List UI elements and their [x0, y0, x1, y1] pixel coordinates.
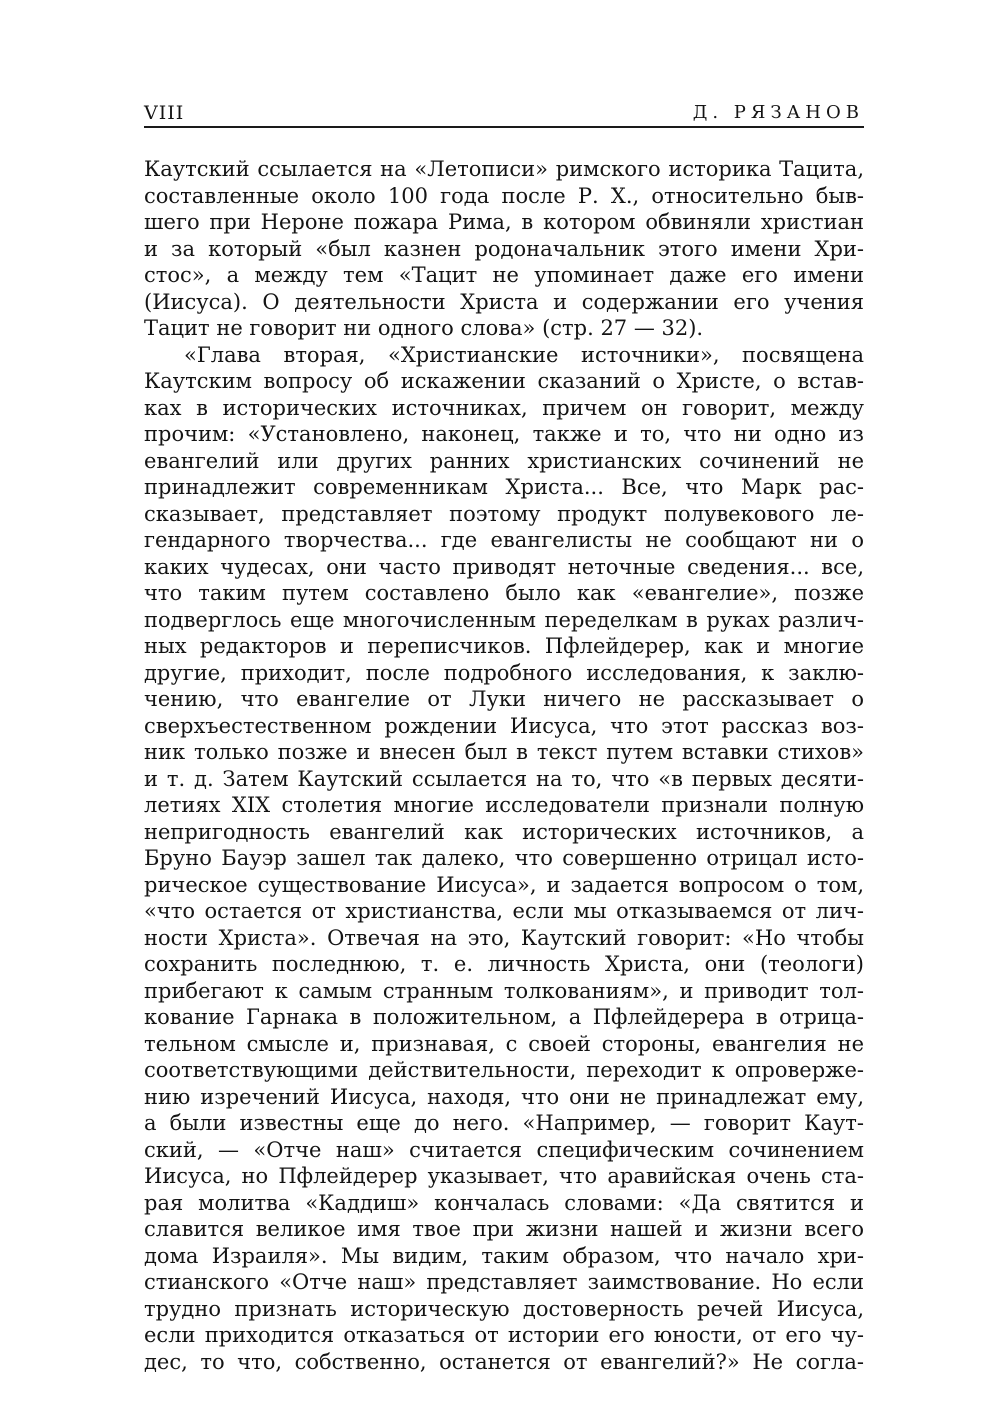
text-line: Бруно Бауэр зашел так далеко, что совершенно отрицал исто-	[144, 846, 864, 870]
text-line: кование Гарнака в положительном, а Пфлейдерера в отрица-	[144, 1005, 864, 1029]
text-line: ник только позже и внесен был в текст путем вставки стихов»	[144, 740, 864, 764]
text-line: и т. д. Затем Каутский ссылается на то, что «в первых десяти-	[144, 766, 864, 791]
text-line: прибегают к самым странным толкованиям», и приводит тол-	[144, 978, 864, 1003]
text-line: (Иисуса). О деятельности Христа и содержании его учения	[144, 289, 864, 314]
text-line: евангелий или других ранних христианских сочинений не	[144, 448, 864, 473]
text-line: Тацит не говорит ни одного слова» (стр. 27 — 32).	[144, 316, 704, 340]
text-line: составленные около 100 года после Р. Х., относительно быв-	[144, 183, 864, 208]
text-line: трудно признать историческую достоверность речей Иисуса,	[144, 1296, 864, 1321]
text-line: принадлежит современникам Христа... Все, что Марк рас-	[144, 475, 864, 499]
body-text	[144, 156, 864, 1375]
text-line: рическое существование Иисуса», и задается вопросом о том,	[144, 872, 864, 897]
text-line: ности Христа». Отвечая на это, Каутский говорит: «Но чтобы	[144, 925, 864, 950]
text-line: а были известны еще до него. «Например, — говорит Каут-	[144, 1111, 864, 1135]
text-line: прочим: «Установлено, наконец, также и то, что ни одно из	[144, 422, 864, 446]
text-line: дома Израиля». Мы видим, таким образом, что начало хри-	[144, 1243, 864, 1268]
text-line: другие, приходит, после подробного исследования, к заклю-	[144, 660, 864, 685]
text-line: чению, что евангелие от Луки ничего не рассказывает о	[144, 687, 864, 711]
text-line: и за который «был казнен родоначальник этого имени Хри-	[144, 236, 864, 261]
page-header	[144, 96, 864, 128]
text-line: шего при Нероне пожара Рима, в котором обвиняли христиан	[144, 210, 864, 234]
text-line: ных редакторов и переписчиков. Пфлейдерер, как и многие	[144, 634, 864, 658]
text-line: гендарного творчества... где евангелисты не сообщают ни о	[144, 528, 864, 552]
running-title: Д. РЯЗАНОВ	[692, 102, 864, 123]
text-line: «что остается от христианства, если мы отказываемся от лич-	[144, 899, 864, 923]
text-line: непригодность евангелий как исторических источников, а	[144, 819, 864, 844]
text-line: дес, то что, собственно, останется от евангелий?» Не согла-	[144, 1349, 864, 1374]
text-line: Иисуса, но Пфлейдерер указывает, что аравийская очень ста-	[144, 1164, 864, 1188]
text-line: ский, — «Отче наш» считается специфическим сочинением	[144, 1137, 864, 1162]
text-line: сохранить последнюю, т. е. личность Христа, они (теологи)	[144, 952, 864, 976]
book-page	[144, 96, 864, 1375]
text-line: нию изречений Иисуса, находя, что они не принадлежат ему,	[144, 1084, 864, 1109]
text-line: летиях XIX столетия многие исследователи признали полную	[144, 793, 864, 817]
text-line: сказывает, представляет поэтому продукт полувекового ле-	[144, 501, 864, 526]
text-line: соответствующими действительности, переходит к опроверже-	[144, 1058, 864, 1082]
text-line: стос», а между тем «Тацит не упоминает даже его имени	[144, 263, 864, 287]
text-line: Каутским вопросу об искажении сказаний о Христе, о встав-	[144, 369, 864, 393]
text-line: если приходится отказаться от истории его юности, от его чу-	[144, 1323, 864, 1347]
text-line: ках в исторических источниках, причем он говорит, между	[144, 395, 864, 420]
text-line: Каутский ссылается на «Летописи» римского историка Тацита,	[144, 157, 864, 181]
text-line: подверглось еще многочисленным переделкам в руках различ-	[144, 607, 864, 632]
text-line: каких чудесах, они часто приводят неточные сведения... все,	[144, 554, 864, 579]
text-line: рая молитва «Каддиш» кончалась словами: «Да святится и	[144, 1190, 864, 1215]
text-line: «Глава вторая, «Христианские источники», посвящена	[184, 342, 864, 367]
text-line: тельном смысле и, признавая, с своей стороны, евангелия не	[144, 1031, 864, 1056]
text-line: сверхъестественном рождении Иисуса, что этот рассказ воз-	[144, 713, 864, 738]
text-line: что таким путем составлено было как «евангелие», позже	[144, 581, 864, 605]
text-line: стианского «Отче наш» представляет заимствование. Но если	[144, 1270, 864, 1294]
page-number: VIII	[144, 102, 185, 124]
text-line: славится великое имя твое при жизни нашей и жизни всего	[144, 1217, 864, 1241]
